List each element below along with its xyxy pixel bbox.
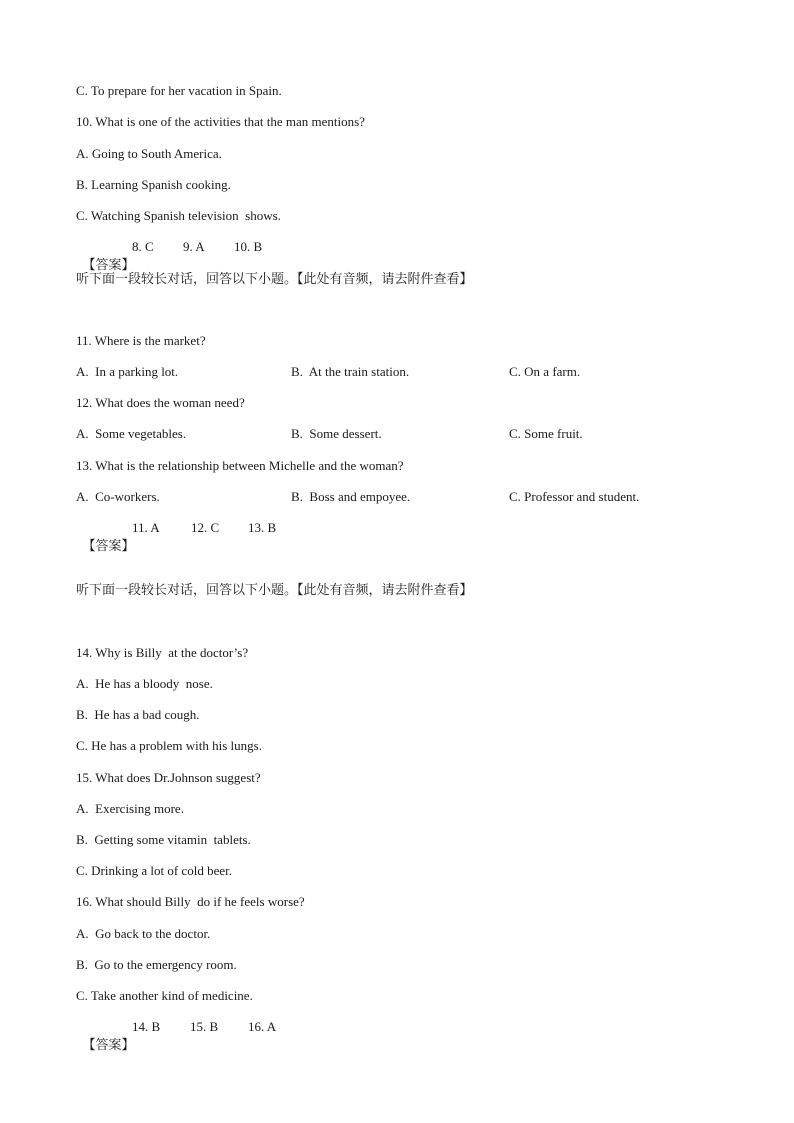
option-a-q10: A. Going to South America.: [76, 146, 222, 161]
question-12: 12. What does the woman need?: [76, 395, 245, 410]
question-10: 10. What is one of the activities that the man mentions?: [76, 114, 365, 129]
option-a-q16: A. Go back to the doctor.: [76, 926, 211, 941]
answer-label: 【答案】: [82, 258, 135, 273]
option-a-q13: A. Co-workers.: [76, 489, 160, 504]
answer-item: 14. B: [132, 1019, 161, 1034]
answer-item: 15. B: [190, 1019, 219, 1034]
option-b-q15: B. Getting some vitamin tablets.: [76, 832, 251, 847]
option-c-q11: C. On a farm.: [509, 364, 581, 379]
option-b-q12: B. Some dessert.: [291, 426, 382, 441]
question-15: 15. What does Dr.Johnson suggest?: [76, 770, 261, 785]
option-a-q14: A. He has a bloody nose.: [76, 676, 213, 691]
option-c-q10: C. Watching Spanish television shows.: [76, 208, 281, 223]
option-a-q12: A. Some vegetables.: [76, 426, 187, 441]
option-c-q13: C. Professor and student.: [509, 489, 640, 504]
answer-item: 11. A: [132, 520, 160, 535]
option-b-q10: B. Learning Spanish cooking.: [76, 177, 231, 192]
answer-item: 12. C: [191, 520, 220, 535]
option-c-q15: C. Drinking a lot of cold beer.: [76, 863, 232, 878]
question-11: 11. Where is the market?: [76, 333, 206, 348]
option-c-q9: C. To prepare for her vacation in Spain.: [76, 83, 282, 98]
answer-label: 【答案】: [82, 539, 135, 554]
option-b-q13: B. Boss and empoyee.: [291, 489, 411, 504]
option-b-q16: B. Go to the emergency room.: [76, 957, 237, 972]
listening-instruction: 听下面一段较长对话，回答以下小题。【此处有音频，请去附件查看】: [76, 583, 473, 598]
answer-item: 13. B: [248, 520, 277, 535]
option-b-q11: B. At the train station.: [291, 364, 410, 379]
option-c-q12: C. Some fruit.: [509, 426, 583, 441]
option-b-q14: B. He has a bad cough.: [76, 707, 200, 722]
answer-label: 【答案】: [82, 1038, 135, 1053]
question-16: 16. What should Billy do if he feels worse?: [76, 894, 305, 909]
question-14: 14. Why is Billy at the doctor’s?: [76, 645, 249, 660]
question-13: 13. What is the relationship between Michelle and the woman?: [76, 458, 404, 473]
answer-item: 9. A: [183, 239, 205, 254]
option-a-q11: A. In a parking lot.: [76, 364, 179, 379]
answer-row-3: [76, 1018, 277, 1109]
answer-item: 8. C: [132, 239, 154, 254]
option-c-q16: C. Take another kind of medicine.: [76, 988, 253, 1003]
answer-item: 16. A: [248, 1019, 277, 1034]
answer-item: 10. B: [234, 239, 263, 254]
option-c-q14: C. He has a problem with his lungs.: [76, 738, 262, 753]
option-a-q15: A. Exercising more.: [76, 801, 184, 816]
listening-instruction: 听下面一段较长对话，回答以下小题。【此处有音频，请去附件查看】: [76, 272, 473, 287]
